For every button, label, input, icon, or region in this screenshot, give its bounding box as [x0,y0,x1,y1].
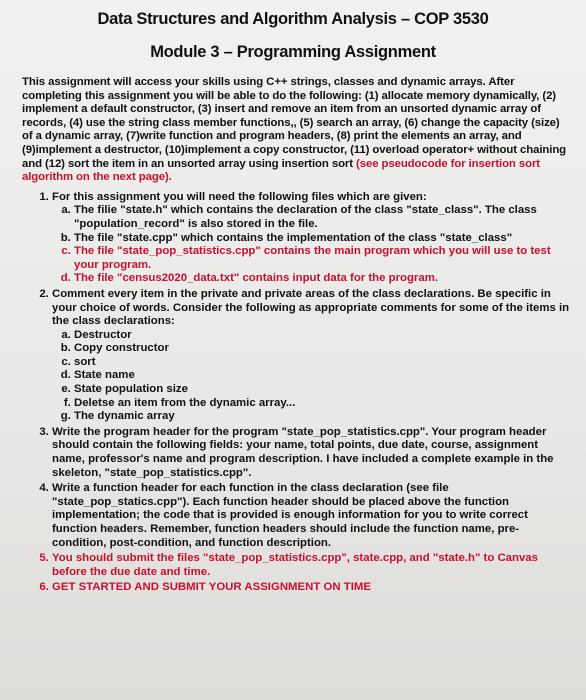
list-item: g. The dynamic array [74,410,572,424]
intro-text: This assignment will access your skills using C++ strings, classes and dynamic arrays. After completing this assignment you will be able to do the following: (1) allocate memory dynamically, (2) implement a default constructor, (3) insert and remove an item from an unsorted dynamic array of records, (4) use the string class member functions,, (5) search an array, (6) change the capacity (size) of a dynamic array, (7)write function and program headers, (8) print the elements an array, and (9)implement a destructor, (10)implement a copy constructor, (11) overload operator+ without chaining and (12) sort the item in an unsorted array using insertion sort [22,76,567,170]
comment-examples-list [52,329,572,424]
list-item: d. The file "census2020_data.txt" contains input data for the program. [74,272,572,286]
list-item: 4. Write a function header for each function in the class declaration (see file "state_pop_statics.cpp"). Each function header should be placed above the function implementation; the code that is provided is enough information for you to write correct function headers. Remember, function headers should include the function name, pre-condition, post-condition, and function description. [52,482,572,550]
intro-note: (see pseudocode for insertion sort algorithm on the next page). [22,157,540,184]
list-item: c. The file "state_pop_statistics.cpp" contains the main program which you will use to test your program. [74,245,572,272]
list-item: 3. Write the program header for the program "state_pop_statistics.cpp". Your program header should contain the following fields: your name, total points, due date, course, assignment name, professor's name and program description. I have included a complete example in the skeleton, "state_pop_statistics.cpp". [52,426,572,480]
list-item: b. The file "state.cpp" which contains the implementation of the class "state_class" [74,232,572,246]
list-item: d. State name [74,369,572,383]
given-files-list [52,204,572,286]
instructions-list [0,191,586,595]
assignment-title: Module 3 – Programming Assignment [150,43,436,61]
list-item [52,288,572,424]
item-text: For this assignment you will need the following files which are given: [52,190,427,203]
list-item: 5. You should submit the files "state_pop_statistics.cpp", state.cpp, and "state.h" to Canvas before the due date and time. [52,552,572,579]
item-text: Comment every item in the private and private areas of the class declarations. Be specific in your choice of words. Consider the following as appropriate comments for some of the items in the class declarations: [52,287,570,328]
list-item: a. Destructor [74,329,572,343]
list-item: c. sort [74,356,572,370]
list-item: a. The filie "state.h" which contains the declaration of the class "state_class". The class "population_record" is also stored in the file. [74,204,572,231]
list-item: b. Copy constructor [74,342,572,356]
list-item: f. Deletse an item from the dynamic array... [74,397,572,411]
intro-paragraph [22,76,570,185]
list-item [52,191,572,286]
list-item: 6. GET STARTED AND SUBMIT YOUR ASSIGNMENT ON TIME [52,581,572,595]
list-item: e. State population size [74,383,572,397]
course-title: Data Structures and Algorithm Analysis – COP 3530 [97,10,489,28]
